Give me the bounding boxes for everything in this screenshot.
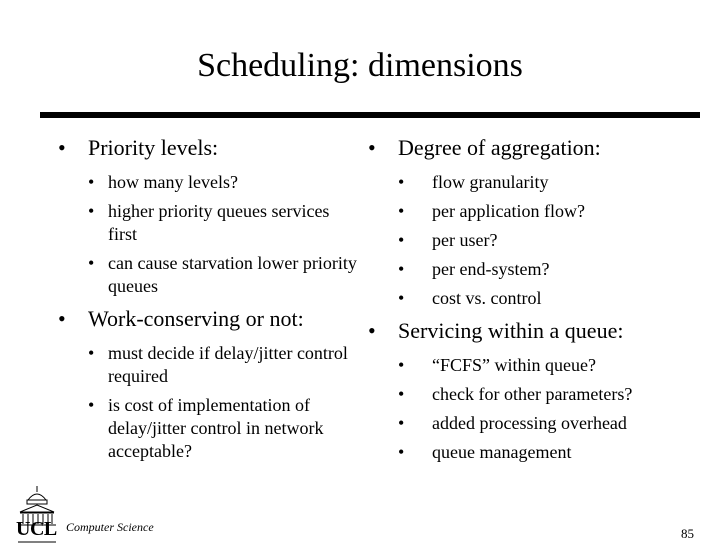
- list-item-text: added processing overhead: [432, 413, 627, 433]
- bullet-icon: •: [368, 318, 376, 343]
- bullet-icon: •: [398, 288, 405, 308]
- list-item-text: “FCFS” within queue?: [432, 355, 596, 375]
- list-item: [88, 252, 358, 298]
- bullet-icon: •: [88, 395, 95, 415]
- bullet-icon: •: [88, 253, 95, 273]
- list-item: [398, 354, 708, 377]
- bullet-icon: •: [398, 355, 405, 375]
- list-item: [398, 258, 708, 281]
- list-item: [398, 441, 708, 464]
- logo-text: UCL: [16, 518, 57, 540]
- title-divider: [40, 112, 700, 118]
- heading-text: Servicing within a queue:: [398, 318, 624, 343]
- sub-bullet-list: [58, 171, 358, 298]
- bullet-icon: •: [398, 384, 405, 404]
- section-servicing-within-queue: [368, 316, 708, 464]
- bullet-icon: •: [88, 343, 95, 363]
- list-item: [88, 342, 358, 388]
- bullet-icon: •: [88, 172, 95, 192]
- bullet-icon: •: [58, 135, 66, 160]
- list-item: [398, 200, 708, 223]
- list-item: [88, 394, 358, 463]
- list-item: [398, 287, 708, 310]
- sub-bullet-list: [58, 342, 358, 463]
- bullet-icon: •: [368, 135, 376, 160]
- list-item-text: check for other parameters?: [432, 384, 633, 404]
- bullet-heading: [368, 316, 708, 346]
- list-item-text: flow granularity: [432, 172, 549, 192]
- heading-text: Priority levels:: [88, 135, 219, 160]
- bullet-icon: •: [58, 306, 66, 331]
- sub-bullet-list: [368, 354, 708, 464]
- section-work-conserving: [58, 304, 358, 463]
- list-item-text: queue management: [432, 442, 572, 462]
- bullet-icon: •: [398, 413, 405, 433]
- slide-title: Scheduling: dimensions: [197, 47, 523, 84]
- list-item-text: can cause starvation lower priority queues: [108, 253, 357, 296]
- list-item-text: per end-system?: [432, 259, 550, 279]
- list-item: [398, 229, 708, 252]
- list-item: [398, 171, 708, 194]
- left-column: [58, 133, 358, 469]
- list-item: [88, 171, 358, 194]
- heading-text: Degree of aggregation:: [398, 135, 601, 160]
- department-label: Computer Science: [66, 520, 154, 534]
- page-number: 85: [681, 526, 694, 541]
- section-priority-levels: [58, 133, 358, 298]
- bullet-icon: •: [398, 201, 405, 221]
- list-item-text: must decide if delay/jitter control required: [108, 343, 348, 386]
- list-item-text: cost vs. control: [432, 288, 542, 308]
- bullet-icon: •: [398, 442, 405, 462]
- list-item-text: how many levels?: [108, 172, 238, 192]
- list-item-text: per user?: [432, 230, 498, 250]
- heading-text: Work-conserving or not:: [88, 306, 304, 331]
- bullet-icon: •: [398, 259, 405, 279]
- bullet-icon: •: [398, 172, 405, 192]
- list-item: [398, 412, 708, 435]
- sub-bullet-list: [368, 171, 708, 310]
- list-item-text: is cost of implementation of delay/jitter control in network acceptable?: [108, 395, 324, 461]
- section-degree-of-aggregation: [368, 133, 708, 310]
- right-column: [368, 133, 708, 470]
- bullet-heading: [58, 133, 358, 163]
- list-item-text: higher priority queues services first: [108, 201, 330, 244]
- list-item: [88, 200, 358, 246]
- list-item: [398, 383, 708, 406]
- list-item-text: per application flow?: [432, 201, 585, 221]
- bullet-heading: [368, 133, 708, 163]
- bullet-heading: [58, 304, 358, 334]
- bullet-icon: •: [88, 201, 95, 221]
- bullet-icon: •: [398, 230, 405, 250]
